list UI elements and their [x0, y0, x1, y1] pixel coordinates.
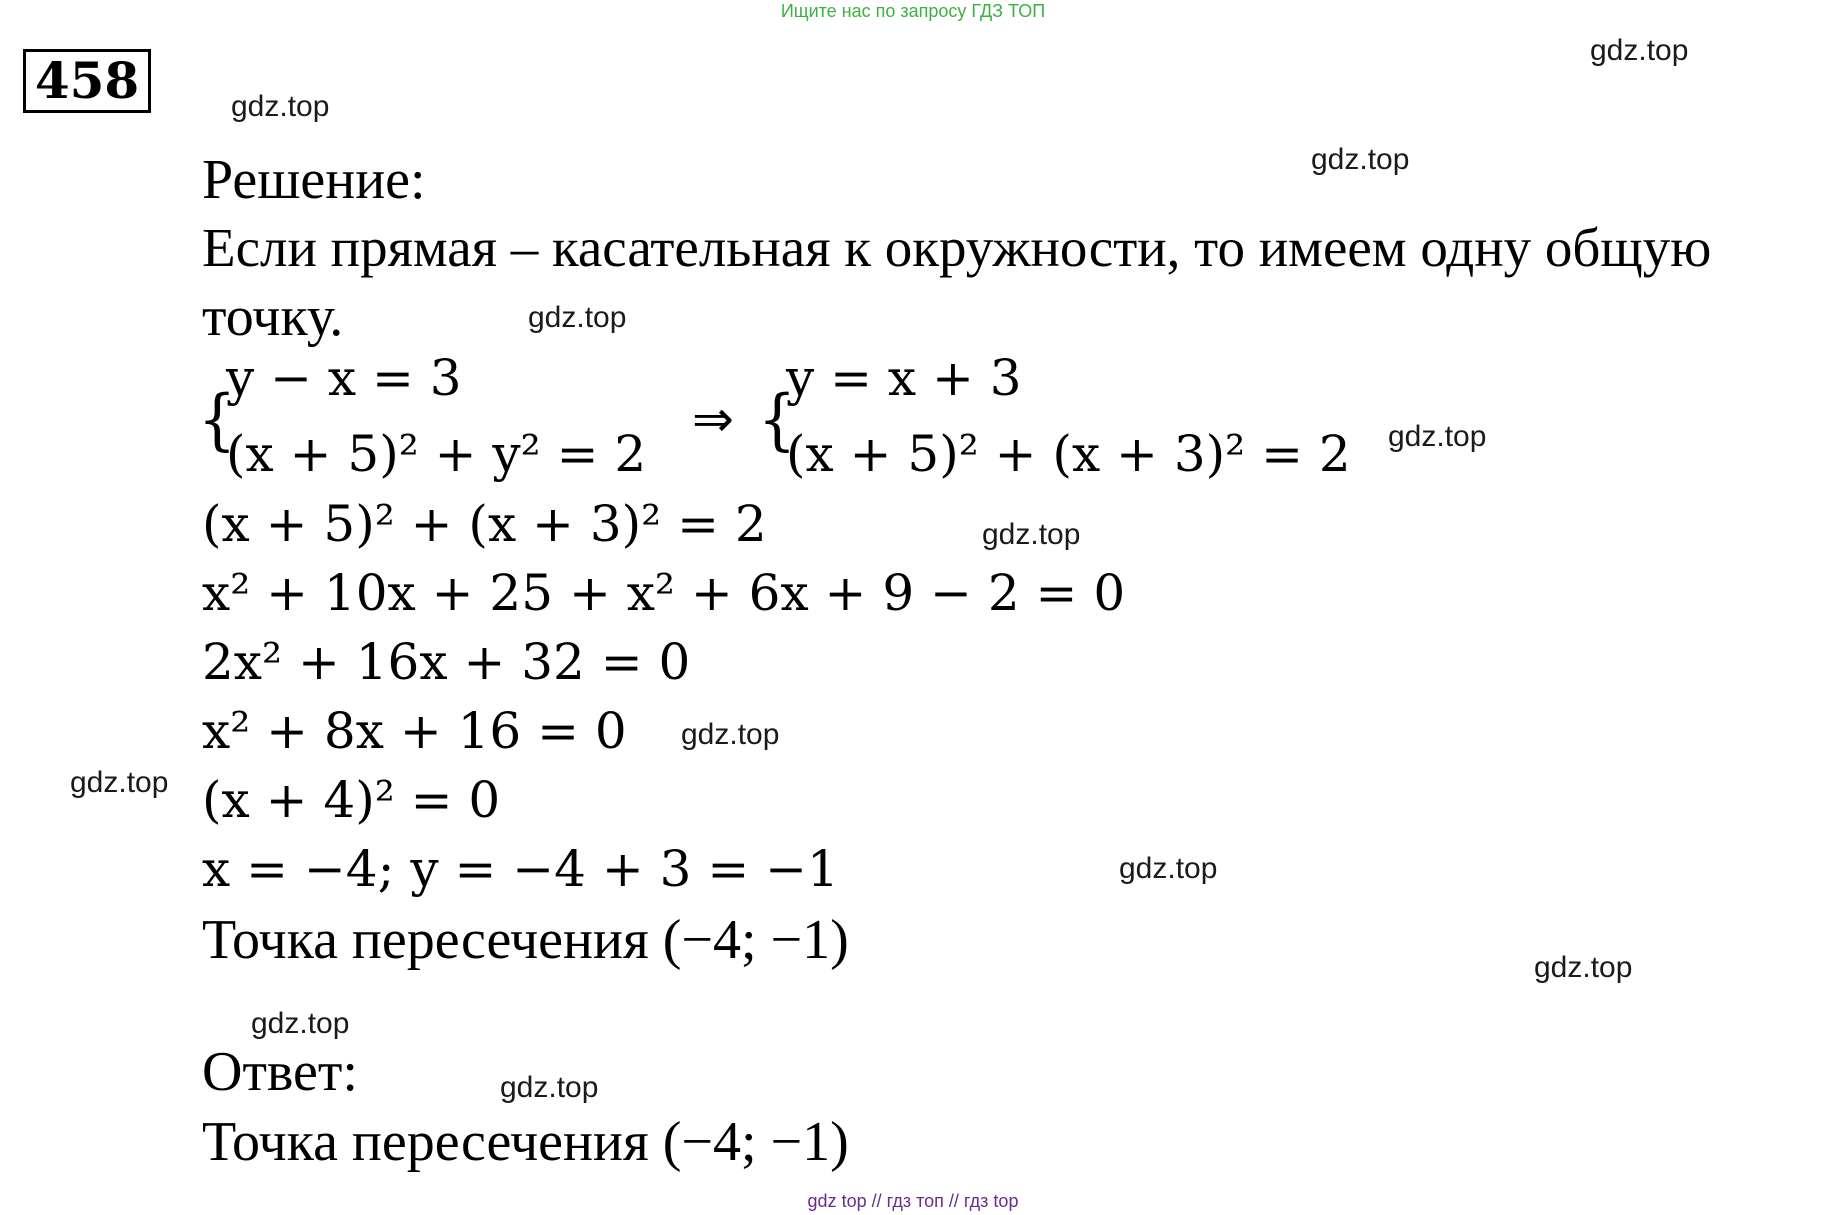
step-6: x = −4; y = −4 + 3 = −1 — [202, 840, 839, 898]
right-brace: { — [758, 381, 797, 459]
answer-heading: Ответ: — [202, 1041, 358, 1103]
watermark: gdz.top — [251, 1007, 350, 1040]
step-2: x² + 10x + 25 + x² + 6x + 9 − 2 = 0 — [202, 564, 1126, 622]
watermark: gdz.top — [1534, 951, 1633, 984]
watermark: gdz.top — [500, 1071, 599, 1104]
intersection-point: Точка пересечения (−4; −1) — [202, 909, 849, 971]
watermark: gdz.top — [1590, 34, 1689, 67]
watermark: gdz.top — [1119, 852, 1218, 885]
watermark: gdz.top — [231, 90, 330, 123]
system-right-eq2: (x + 5)² + (x + 3)² = 2 — [786, 425, 1351, 483]
watermark: gdz.top — [681, 718, 780, 751]
system-left-eq2: (x + 5)² + y² = 2 — [226, 425, 647, 483]
answer-text: Точка пересечения (−4; −1) — [202, 1111, 849, 1173]
solution-intro-line2: точку. — [202, 286, 344, 348]
left-brace: { — [198, 381, 237, 459]
system-left-eq1: y − x = 3 — [226, 349, 462, 407]
watermark: gdz.top — [528, 301, 627, 334]
solution-heading: Решение: — [202, 149, 426, 211]
top-note: Ищите нас по запросу ГДЗ ТОП — [780, 1, 1046, 21]
watermark: gdz.top — [1388, 420, 1487, 453]
system-right-eq1: y = x + 3 — [786, 349, 1022, 407]
watermark: gdz.top — [70, 766, 169, 799]
footer-links: gdz top // гдз топ // гдз top — [807, 1191, 1019, 1211]
implies-arrow: ⇒ — [692, 390, 734, 448]
watermark: gdz.top — [982, 518, 1081, 551]
step-5: (x + 4)² = 0 — [202, 771, 501, 829]
solution-intro-line1: Если прямая – касательная к окружности, то имеем одну общую — [202, 217, 1712, 278]
step-4: x² + 8x + 16 = 0 — [202, 702, 627, 760]
watermark: gdz.top — [1311, 143, 1410, 176]
step-1: (x + 5)² + (x + 3)² = 2 — [202, 495, 767, 553]
task-number: 458 — [23, 49, 151, 113]
step-3: 2x² + 16x + 32 = 0 — [202, 633, 691, 691]
